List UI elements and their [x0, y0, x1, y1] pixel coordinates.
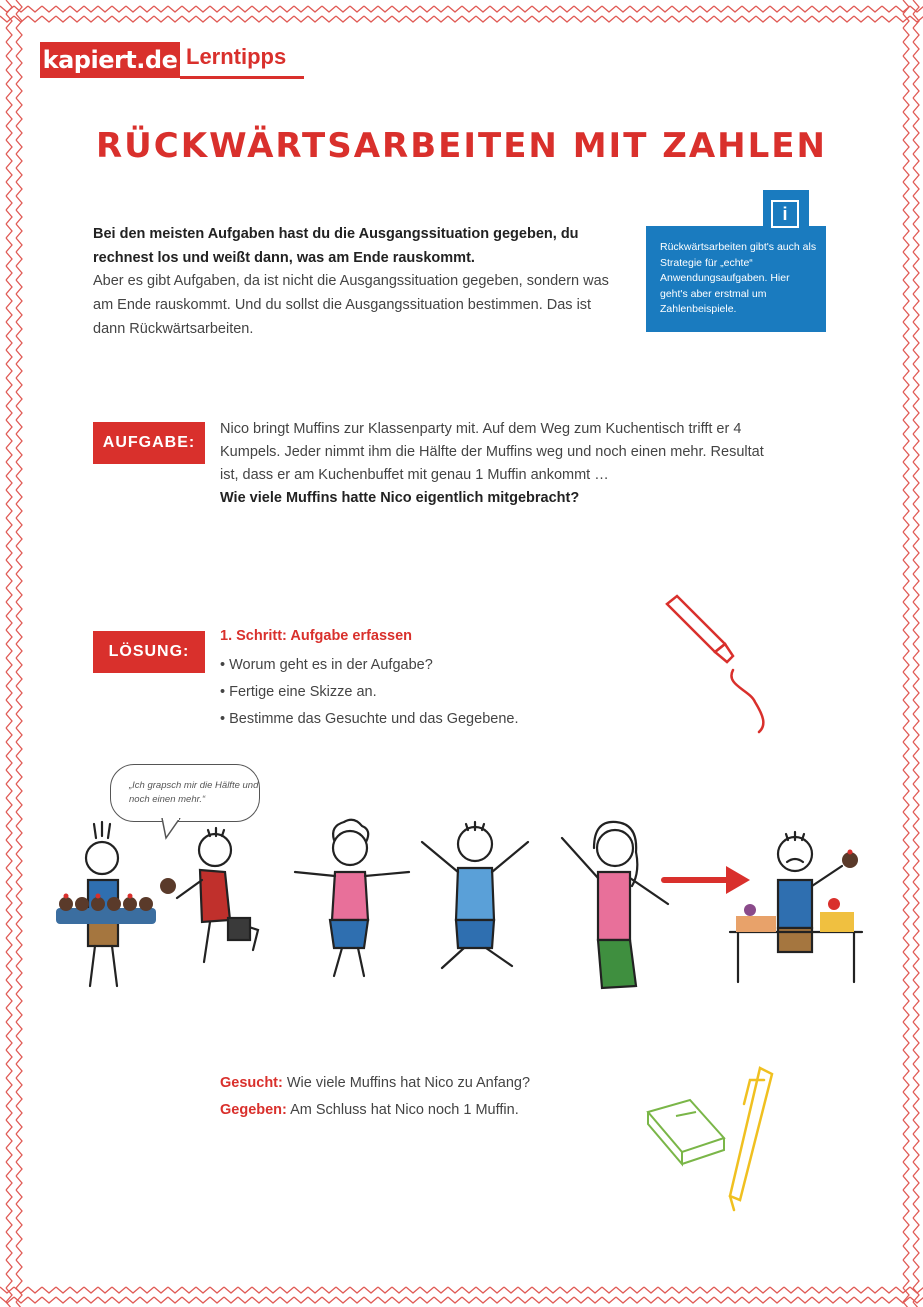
section-label: Lerntipps [186, 44, 287, 69]
marker-icon [655, 590, 785, 740]
task-question: Wie viele Muffins hatte Nico eigentlich mitgebracht? [220, 490, 580, 506]
logo[interactable]: kapiert.de [40, 42, 180, 78]
info-icon: i [771, 200, 799, 228]
task-text: Nico bringt Muffins zur Klassenparty mit. Auf dem Weg zum Kuchentisch trifft er 4 Kumpels. Jeder nimmt ihm die Hälfte der Muffins weg und noch einen mehr. Resultat ist, dass er am Kuchenbuffet mit genau 1 Muffin ankommt … [220, 421, 764, 483]
sought-label: Gesucht: [220, 1075, 283, 1091]
step-list [220, 652, 518, 733]
list-item: • Bestimme das Gesuchte und das Gegebene. [220, 711, 519, 727]
border-bottom [0, 1281, 923, 1307]
given-line [220, 1097, 530, 1124]
border-right [897, 0, 923, 1307]
sought-line [220, 1070, 530, 1097]
given-text: Am Schluss hat Nico noch 1 Muffin. [290, 1102, 519, 1118]
border-left [0, 0, 26, 1307]
stick-figures-illustration [50, 800, 870, 1000]
list-item: • Fertige eine Skizze an. [220, 684, 377, 700]
list-item: • Worum geht es in der Aufgabe? [220, 657, 433, 673]
page-title: RÜCKWÄRTSARBEITEN MIT ZAHLEN [96, 126, 827, 166]
notebook-pen-icon [640, 1060, 790, 1220]
speech-bubble: „Ich grapsch mir die Hälfte und noch einen mehr.“ [110, 764, 260, 822]
header-underline [180, 76, 304, 79]
step-title: 1. Schritt: Aufgabe erfassen [220, 628, 413, 644]
border-top [0, 0, 923, 26]
solution-label: LÖSUNG: [93, 631, 205, 673]
intro-bold: Bei den meisten Aufgaben hast du die Ausgangssituation gegeben, du rechnest los und weißt dann, was am Ende rauskommt. [93, 226, 579, 266]
given-label: Gegeben: [220, 1102, 287, 1118]
result-block [220, 1070, 530, 1124]
sought-text: Wie viele Muffins hat Nico zu Anfang? [286, 1075, 531, 1091]
info-text: Rückwärtsarbeiten gibt's auch als Strategie für „echte“ Anwendungsaufgaben. Hier geht's aber erstmal um Zahlenbeispiele. [660, 241, 817, 315]
task-label: AUFGABE: [93, 422, 205, 464]
intro-text: Aber es gibt Aufgaben, da ist nicht die Ausgangssituation gegeben, sondern was am Ende rauskommt. Und du sollst die Ausgangssituation bestimmen. Das ist dann Rückwärtsarbeiten. [93, 273, 609, 337]
